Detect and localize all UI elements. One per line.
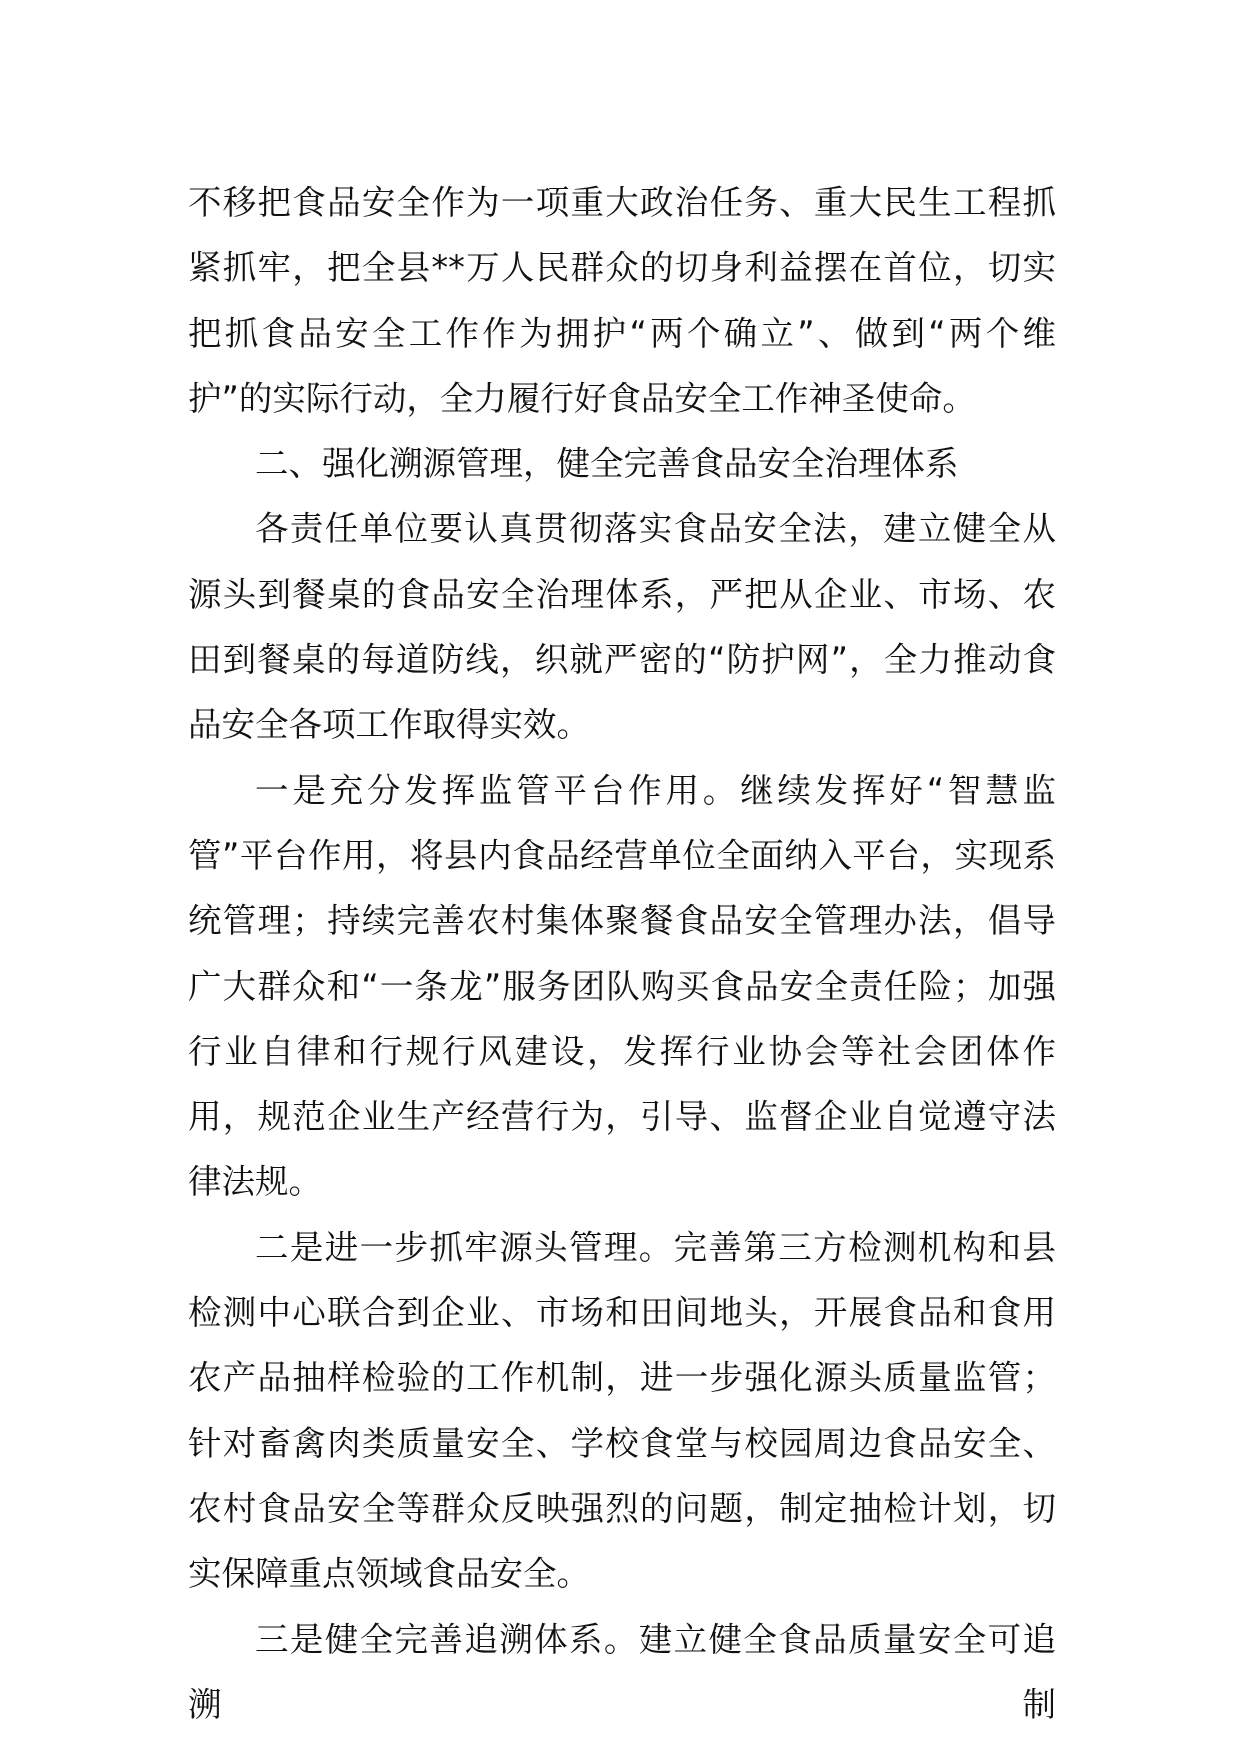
document-body [188,170,1056,1737]
section-heading: 二、强化溯源管理，健全完善食品安全治理体系 [255,444,959,484]
paragraph-point-one: 一是充分发挥监管平台作用。继续发挥好“智慧监管”平台作用，将县内食品经营单位全面纳入平台，实现系统管理；持续完善农村集体聚餐食品安全管理办法，倡导广大群众和“一条龙”服务团队购买食品安全责任险；加强行业自律和行规行风建设，发挥行业协会等社会团体作用，规范企业生产经营行为，引导、监督企业自觉遵守法律法规。 [188,770,1056,1202]
paragraph-continuation: 不移把食品安全作为一项重大政治任务、重大民生工程抓紧抓牢，把全县**万人民群众的切身利益摆在首位，切实把抓食品安全工作作为拥护“两个确立”、做到“两个维护”的实际行动，全力履行好食品安全工作神圣使命。 [188,183,1056,418]
paragraph-point-two: 二是进一步抓牢源头管理。完善第三方检测机构和县检测中心联合到企业、市场和田间地头，开展食品和食用农产品抽样检验的工作机制，进一步强化源头质量监管；针对畜禽肉类质量安全、学校食堂与校园周边食品安全、农村食品安全等群众反映强烈的问题，制定抽检计划，切实保障重点领域食品安全。 [188,1227,1056,1594]
paragraph-point-three: 三是健全完善追溯体系。建立健全食品质量安全可追溯制 [188,1619,1056,1724]
paragraph-intro: 各责任单位要认真贯彻落实食品安全法，建立健全从源头到餐桌的食品安全治理体系，严把从企业、市场、农田到餐桌的每道防线，织就严密的“防护网”，全力推动食品安全各项工作取得实效。 [188,509,1056,745]
